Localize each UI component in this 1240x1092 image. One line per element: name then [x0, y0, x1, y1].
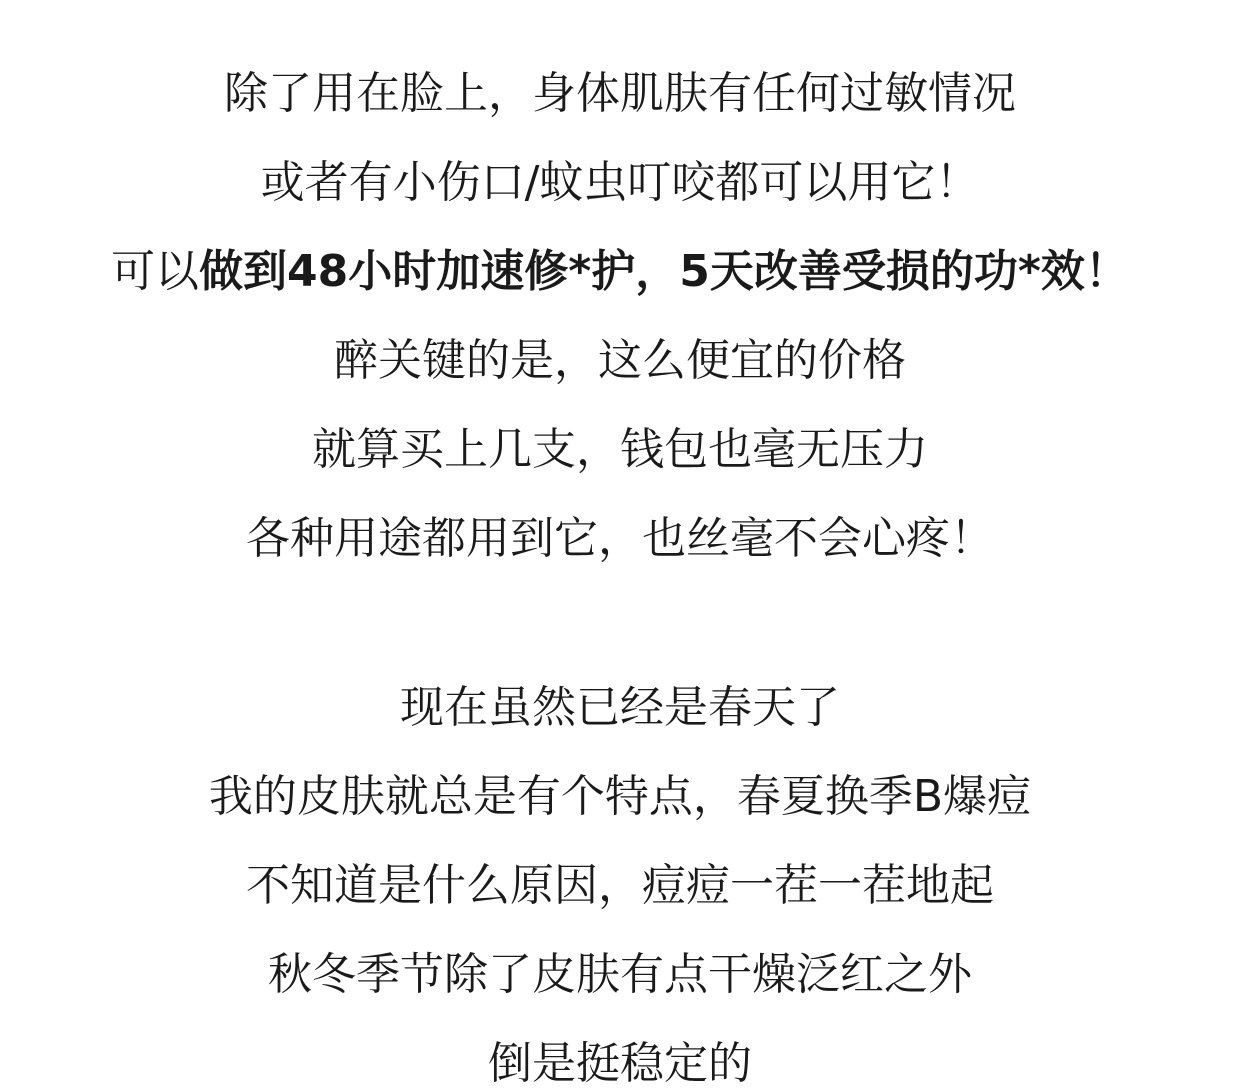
text-line: 就算买上几支，钱包也毫无压力: [312, 424, 928, 475]
text-line: 我的皮肤就总是有个特点，春夏换季B爆痘: [208, 771, 1032, 822]
text-plain-segment: 可以: [111, 246, 200, 297]
text-line: 现在虽然已经是春天了: [400, 682, 840, 733]
text-line: 倒是挺稳定的: [488, 1038, 752, 1089]
text-line: 醉关键的是，这么便宜的价格: [334, 335, 906, 386]
text-line: 不知道是什么原因，痘痘一茬一茬地起: [246, 860, 994, 911]
text-line: 各种用途都用到它，也丝毫不会心疼！: [246, 513, 994, 564]
text-line: 或者有小伤口/蚊虫叮咬都可以用它！: [260, 157, 980, 208]
text-line: 秋冬季节除了皮肤有点干燥泛红之外: [268, 949, 972, 1000]
text-line-highlight: [0, 244, 1240, 300]
text-bold-segment: 做到48小时加速修*护，5天改善受损的功*效！: [199, 246, 1129, 297]
text-line: 除了用在脸上，身体肌肤有任何过敏情况: [224, 68, 1016, 119]
